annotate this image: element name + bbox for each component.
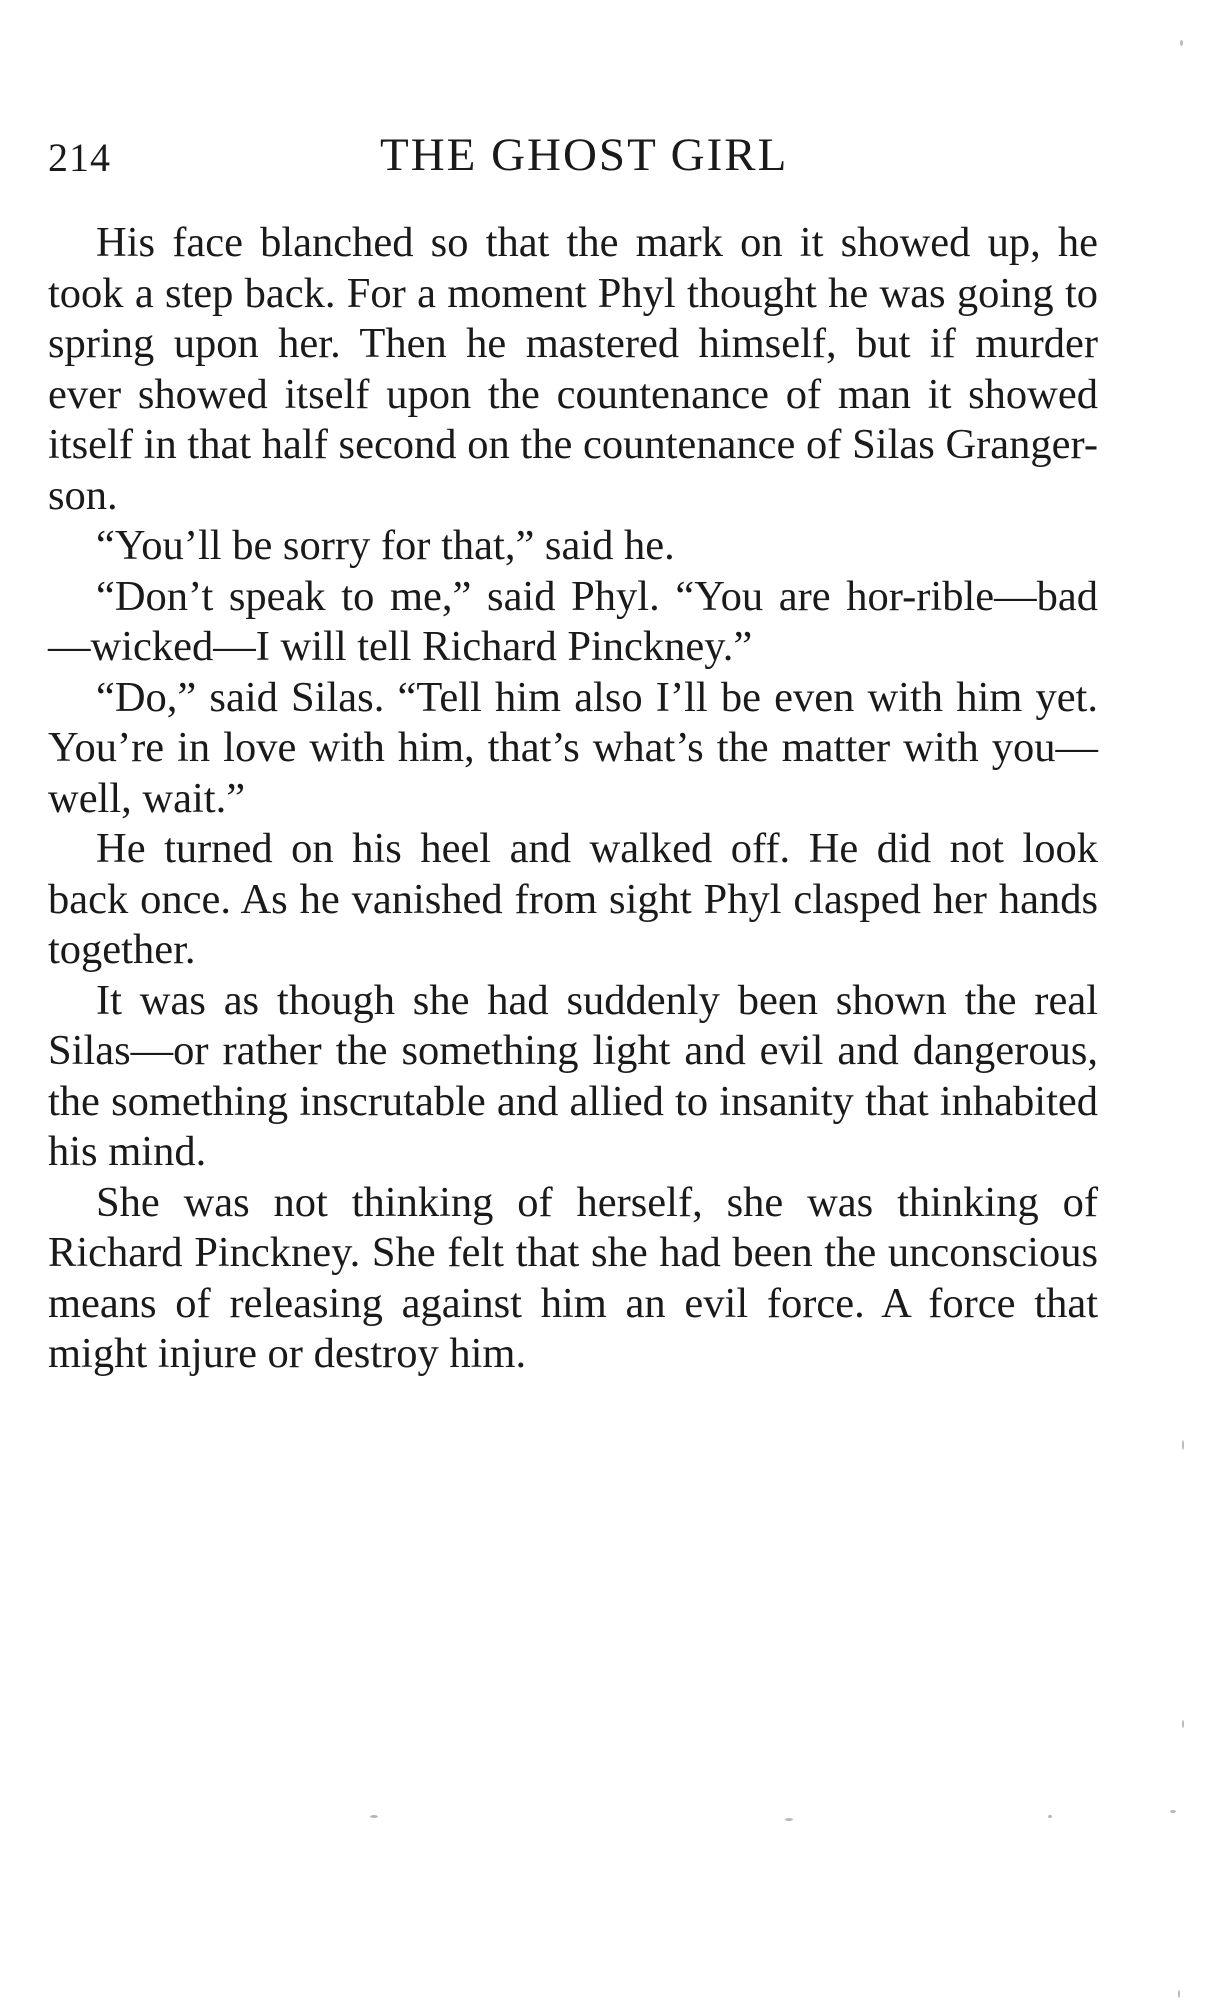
- paragraph: He turned on his heel and walked off. He did not look back once. As he vanished from sight Phyl clasped her hands together.: [48, 825, 1098, 973]
- page-header: [48, 128, 1098, 188]
- scan-speck: [1180, 40, 1183, 46]
- body-text: [48, 218, 1098, 1380]
- running-head: THE GHOST GIRL: [380, 129, 789, 181]
- paragraph: It was as though she had suddenly been shown the real Silas—or rather the something light and evil and dangerous, the something inscrutable and allied to insanity that inhabited his mind.: [48, 976, 1098, 1175]
- scan-speck: [1178, 1990, 1180, 1998]
- paragraph: His face blanched so that the mark on it showed up, he took a step back. For a moment Phyl thought he was going to spring upon her. Then he mastered himself, but if murder ever showed itself upon the countenance of man it showed itself in that half second on the countenance of Silas Granger-son.: [48, 219, 1098, 519]
- scan-speck: [1182, 1440, 1184, 1450]
- scan-speck: [1182, 1720, 1184, 1728]
- paragraph: She was not thinking of herself, she was thinking of Richard Pinckney. She felt that she had been the unconscious means of releasing against him an evil force. A force that might injure or destroy him.: [48, 1178, 1098, 1377]
- paragraph: “You’ll be sorry for that,” said he.: [96, 522, 675, 569]
- scan-speck: [1170, 1810, 1176, 1813]
- page-number: 214: [48, 135, 111, 180]
- scan-speck: [370, 1815, 378, 1818]
- paragraph: “Don’t speak to me,” said Phyl. “You are hor-rible—bad—wicked—I will tell Richard Pinckney.”: [48, 572, 1098, 670]
- paragraph: “Do,” said Silas. “Tell him also I’ll be even with him yet. You’re in love with him, that’s what’s the matter with you—well, wait.”: [48, 673, 1098, 822]
- scan-speck: [1048, 1815, 1052, 1818]
- scan-speck: [785, 1818, 793, 1821]
